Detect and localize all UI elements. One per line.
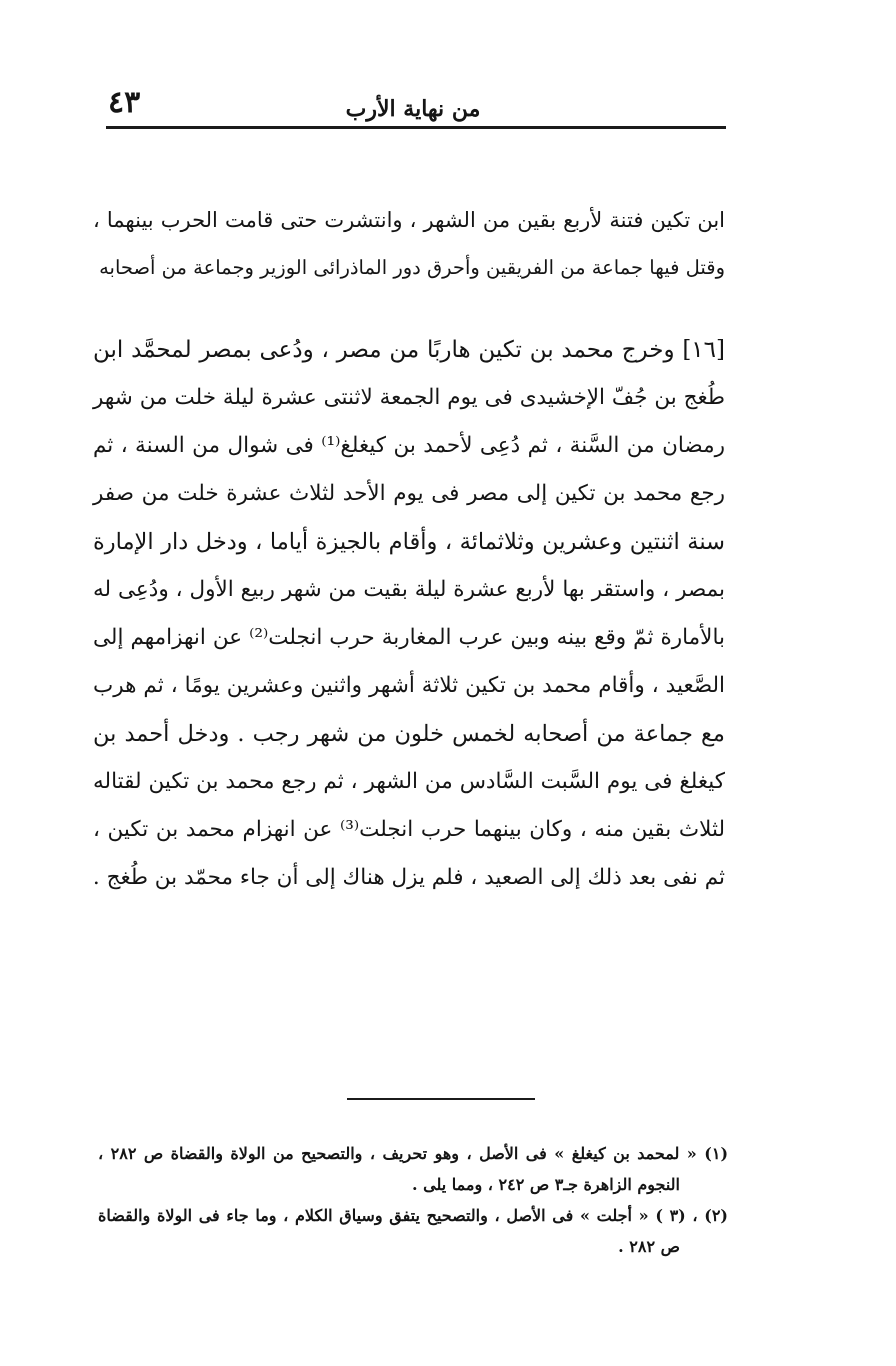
paragraph-gap [93,292,725,326]
text-line: وقتل فيها جماعة من الفريقين وأحرق دور الماذرائى الوزير وجماعة من أصحابه [99,256,725,279]
footnote-line: (٢) ، (٣ ) « أجلت » فى الأصل ، والتصحيح يتفق وسياق الكلام ، وما جاء فى الولاة والقضاة [98,1206,728,1225]
text-line: لثلاث بقين منه ، وكان بينهما حرب انجلت⁽³⁾ عن انهزام محمد بن تكين ، [93,817,725,842]
footnote-line: النجوم الزاهرة جـ٣ ص ٢٤٢ ، ومما يلى . [412,1175,680,1194]
text-line: مع جماعة من أصحابه لخمس خلون من شهر رجب . ودخل أحمد بن [93,721,725,747]
text-line: كيغلغ فى يوم السَّبت السَّادس من الشهر ، ثم رجع محمد بن تكين لقتاله [93,769,725,794]
text-line: الصَّعيد ، وأقام محمد بن تكين ثلاثة أشهر واثنين وعشرين يومًا ، ثم هرب [93,673,725,698]
footnote-line: ص ٢٨٢ . [618,1237,680,1256]
footnote-separator [347,1098,535,1100]
text-line: سنة اثنتين وعشرين وثلاثمائة ، وأقام بالجيزة أياما ، ودخل دار الإمارة [93,529,725,555]
footnotes [98,1138,728,1262]
text-line: بمصر ، واستقر بها لأربع عشرة ليلة بقيت من شهر ربيع الأول ، ودُعِى له [93,577,725,602]
running-title: من نهاية الأرب [345,96,481,122]
main-text [93,196,725,902]
footnote-line: (١) « لمحمد بن كيغلغ » فى الأصل ، وهو تحريف ، والتصحيح من الولاة والقضاة ص ٢٨٢ ، [98,1144,729,1163]
text-line: ابن تكين فتنة لأربع بقين من الشهر ، وانتشرت حتى قامت الحرب بينهما ، [93,208,725,232]
page-header [100,86,726,126]
header-rule [106,126,726,129]
text-line: ثم نفى بعد ذلك إلى الصعيد ، فلم يزل هناك إلى أن جاء محمّد بن طُغج . [92,865,725,890]
page-number: ٤٣ [108,85,141,120]
text-line: رجع محمد بن تكين إلى مصر فى يوم الأحد لثلاث عشرة خلت من صفر [93,481,725,506]
text-line: [١٦] وخرج محمد بن تكين هاربًا من مصر ، ودُعى بمصر لمحمَّد ابن [93,337,725,363]
text-line: رمضان من السَّنة ، ثم دُعِى لأحمد بن كيغلغ⁽¹⁾ فى شوال من السنة ، ثم [93,433,725,458]
text-line: بالأمارة ثمّ وقع بينه وبين عرب المغاربة حرب انجلت⁽²⁾ عن انهزامهم إلى [93,625,725,650]
text-line: طُغج بن جُفّ الإخشيدى فى يوم الجمعة لاثنتى عشرة ليلة خلت من شهر [93,385,725,410]
